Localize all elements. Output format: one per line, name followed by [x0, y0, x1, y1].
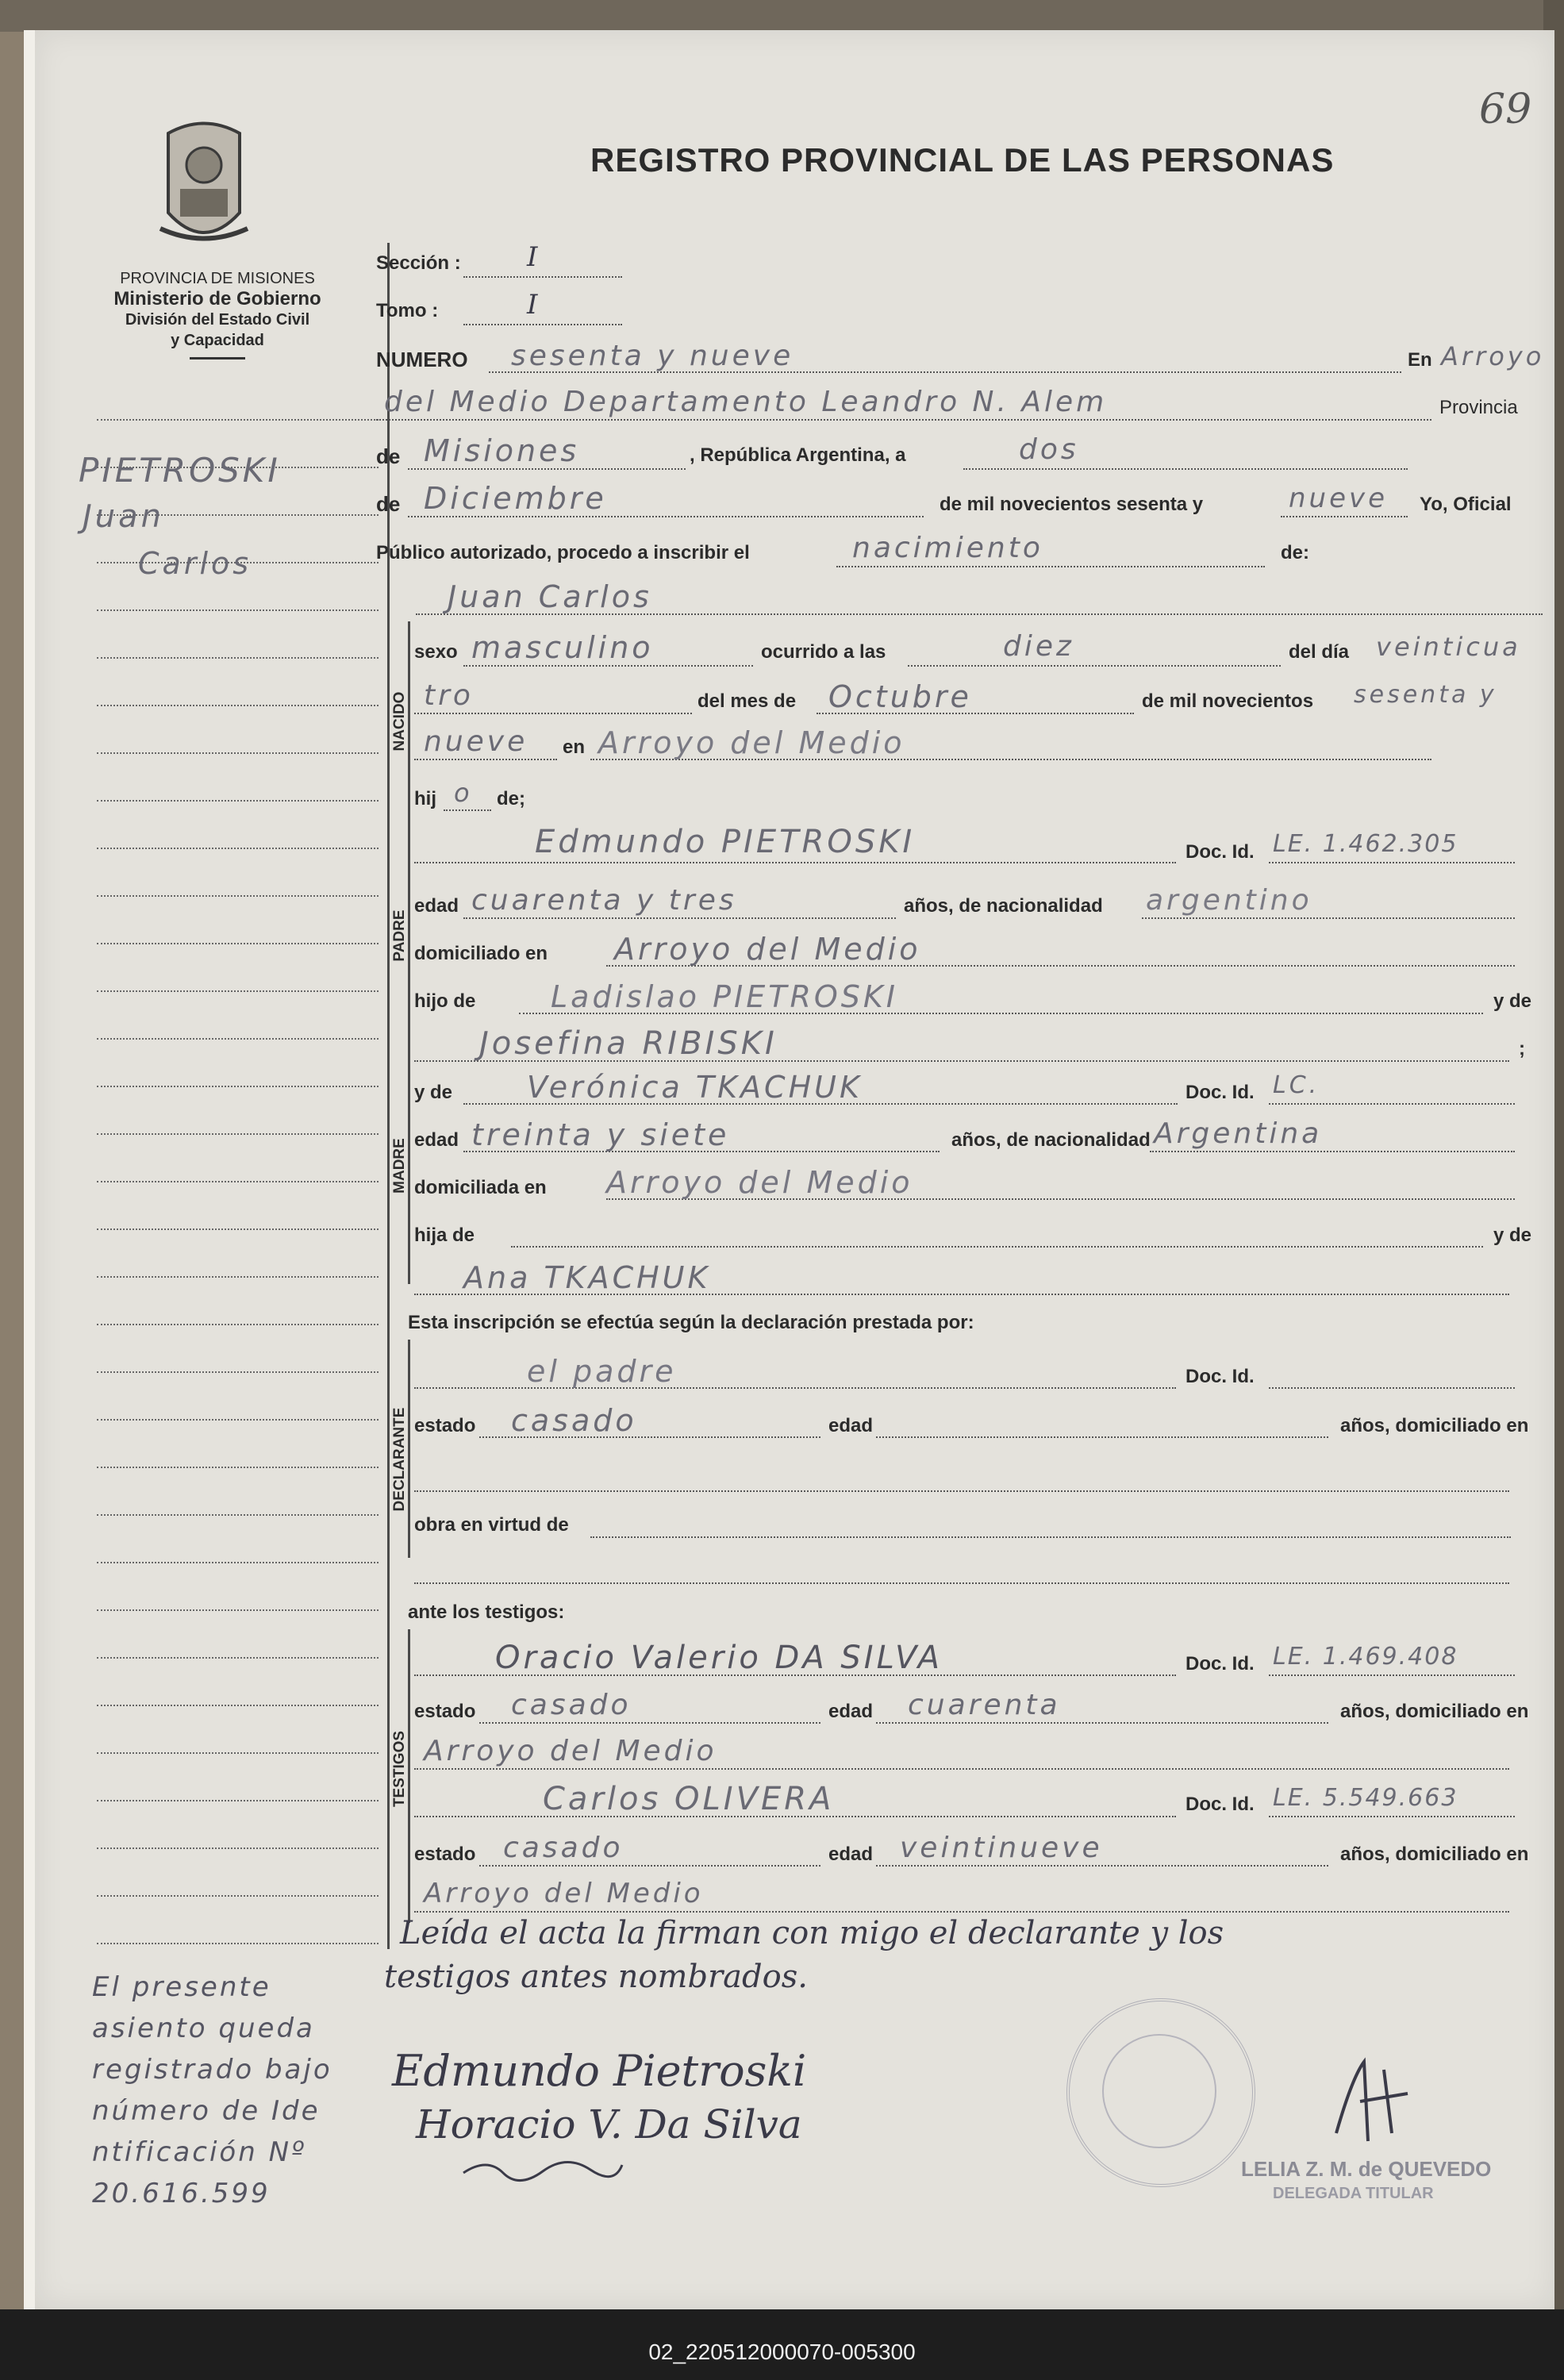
file-id: 02_220512000070-005300 [648, 2340, 916, 2364]
madre-y-de2-label: y de [1493, 1225, 1532, 1246]
margin-rule [97, 1609, 379, 1611]
decl-edad-line [876, 1436, 1328, 1438]
top-edge [0, 0, 1564, 32]
madre-dom-value: Arroyo del Medio [606, 1165, 913, 1200]
seccion-line [463, 276, 622, 278]
acto-value: nacimiento [852, 532, 1043, 564]
margin-rule [97, 1276, 379, 1278]
issuer-line4: y Capacidad [171, 332, 264, 349]
leida-line2: testigos antes nombrados. [384, 1959, 808, 1995]
padre-hijo-label: hijo de [414, 990, 476, 1012]
margin-rule [97, 705, 379, 706]
publico-label: Público autorizado, procedo a inscribir el [376, 542, 750, 563]
test2-doc-line [1269, 1816, 1515, 1817]
hora-line [908, 665, 1281, 667]
anio-value: nueve [1289, 483, 1389, 514]
padre-label: PADRE [391, 909, 408, 962]
de-label: de [376, 492, 401, 516]
de-semi-label: de; [497, 788, 525, 809]
numero-value: sesenta y nueve [511, 340, 794, 372]
margin-rule [97, 1514, 379, 1516]
sexo-label: sexo [414, 641, 458, 663]
inscripcion-label: Esta inscripción se efectúa según la declaración prestada por: [408, 1312, 974, 1333]
obra-label: obra en virtud de [414, 1514, 569, 1536]
obra-line [590, 1536, 1511, 1538]
padre-y-de-label: y de [1493, 990, 1532, 1012]
test2-anos-label: años, domiciliado en [1340, 1844, 1529, 1865]
sexo-line [463, 665, 753, 667]
test2-doc-label: Doc. Id. [1185, 1794, 1255, 1815]
tomo-value: I [527, 289, 538, 321]
obra-line2 [414, 1582, 1509, 1584]
test1-edad-label: edad [828, 1701, 874, 1722]
signature-witness: Horacio V. Da Silva [416, 2101, 802, 2147]
semicolon: ; [1519, 1038, 1525, 1059]
seccion-label: Sección : [376, 252, 461, 274]
test2-estado-label: estado [414, 1844, 476, 1865]
nombre-value: Juan Carlos [448, 579, 652, 614]
test1-edad-value: cuarenta [908, 1689, 1061, 1721]
margin-rule [97, 1562, 379, 1563]
padre-dom-label: domiciliado en [414, 943, 548, 964]
test1-doc-line [1269, 1674, 1515, 1676]
margin-surname: PIETROSKI [79, 451, 281, 490]
stamp-title: DELEGADA TITULAR [1273, 2185, 1434, 2202]
margin-rule [97, 848, 379, 849]
stamp-name: LELIA Z. M. de QUEVEDO [1241, 2157, 1492, 2181]
republica-label: , República Argentina, a [690, 444, 906, 466]
lugar-value: del Medio Departamento Leandro N. Alem [384, 386, 1108, 418]
padre-doc-value: LE. 1.462.305 [1273, 830, 1458, 858]
decl-estado-label: estado [414, 1415, 476, 1436]
margin-rule [97, 1371, 379, 1373]
margin-rule [97, 1086, 379, 1087]
declarante-value: el padre [527, 1354, 677, 1389]
madre-anos-label: años, de nacionalidad [951, 1129, 1151, 1151]
margin-rule [97, 419, 379, 421]
padre-edad-label: edad [414, 895, 459, 917]
anio-line [1281, 516, 1408, 517]
test2-edad-label: edad [828, 1844, 874, 1865]
margin-rule [97, 1847, 379, 1849]
margin-note [92, 1967, 332, 2214]
margin-rule [97, 990, 379, 992]
declarante-doc-line [1269, 1387, 1515, 1389]
mes-value: Diciembre [424, 481, 607, 516]
padre-nac-line [1142, 917, 1515, 919]
margin-rule [97, 752, 379, 754]
issuer-block [83, 268, 352, 359]
decl-dom-line [414, 1490, 1509, 1492]
padre-edad-value: cuarenta y tres [471, 884, 737, 917]
madre-doc-value: LC. [1273, 1071, 1320, 1099]
mes-nac-value: Octubre [828, 679, 972, 714]
declarante-doc-label: Doc. Id. [1185, 1366, 1255, 1387]
test2-value: Carlos OLIVERA [543, 1781, 835, 1817]
padre-nombre-value: Edmundo PIETROSKI [535, 824, 916, 860]
margin-rule [97, 1181, 379, 1182]
margin-note-line: El presente [92, 1971, 271, 2003]
decl-estado-value: casado [511, 1403, 637, 1438]
madre-label: MADRE [391, 1138, 408, 1194]
margin-rule [97, 1657, 379, 1659]
provincia-label: Provincia [1439, 397, 1518, 418]
signature-father: Edmundo Pietroski [392, 2046, 807, 2096]
ante-label: ante los testigos: [408, 1601, 565, 1623]
margin-note-line: 20.616.599 [92, 2178, 271, 2209]
hij-label: hij [414, 788, 436, 809]
coat-of-arms-icon [152, 117, 256, 252]
en-value: Arroyo [1441, 341, 1545, 371]
madre-hija-label: hija de [414, 1225, 475, 1246]
margin-rule [97, 657, 379, 659]
hora-value: diez [1003, 630, 1074, 663]
padre-nac-value: argentino [1146, 884, 1312, 917]
document-page [24, 30, 1554, 2309]
padre-hijo-value: Ladislao PIETROSKI [551, 979, 899, 1014]
dia-nac-value: veinticua [1376, 632, 1521, 662]
test2-edad-line [876, 1865, 1328, 1867]
test1-estado-value: casado [511, 1689, 632, 1721]
page-number: 69 [1479, 86, 1532, 133]
margin-given2: Carlos [138, 546, 252, 581]
margin-note-line: registrado bajo [92, 2054, 332, 2086]
margin-rule [97, 1752, 379, 1754]
madre-madre-value: Ana TKACHUK [463, 1260, 711, 1295]
test1-anos-label: años, domiciliado en [1340, 1701, 1529, 1722]
test1-doc-value: LE. 1.469.408 [1273, 1643, 1458, 1671]
margin-note-line: número de Ide [92, 2095, 321, 2127]
test1-dom-line [414, 1768, 1509, 1770]
testigos-label: TESTIGOS [391, 1730, 408, 1808]
margin-rule [97, 1133, 379, 1135]
margin-rule [97, 1705, 379, 1706]
issuer-line2: Ministerio de Gobierno [113, 288, 321, 310]
margin-rule [97, 1895, 379, 1897]
anio-nac2-line [414, 759, 557, 760]
tomo-line [463, 324, 622, 325]
dia-value: dos [1019, 433, 1079, 466]
margin-rule [97, 1943, 379, 1944]
padre-nombre-line [414, 862, 1176, 863]
en-label: En [1408, 349, 1432, 371]
official-seal-inner-icon [1102, 2034, 1216, 2148]
dia-line [963, 468, 1408, 470]
madre-edad-value: treinta y siete [471, 1117, 730, 1152]
madre-nac-value: Argentina [1154, 1117, 1323, 1150]
padre-madre-value: Josefina RIBISKI [479, 1025, 778, 1062]
padre-anos-label: años, de nacionalidad [904, 895, 1103, 917]
issuer-line1: PROVINCIA DE MISIONES [120, 270, 315, 287]
hij-value: o [454, 778, 473, 808]
issuer-divider [190, 357, 245, 359]
test2-edad-value: veintinueve [900, 1832, 1103, 1864]
test1-estado-label: estado [414, 1701, 476, 1722]
margin-rule [97, 1800, 379, 1801]
margin-rule [97, 895, 379, 897]
test2-estado-line [479, 1865, 820, 1867]
ocurrido-label: ocurrido a las [761, 641, 886, 663]
yo-oficial-label: Yo, Oficial [1420, 494, 1512, 515]
mes-line [408, 516, 924, 517]
madre-y-de-label: y de [414, 1082, 453, 1103]
provincia-value: Misiones [424, 433, 580, 468]
test2-dom-value: Arroyo del Medio [424, 1878, 704, 1909]
test1-doc-label: Doc. Id. [1185, 1653, 1255, 1674]
test2-estado-value: casado [503, 1832, 624, 1864]
numero-label: NUMERO [376, 348, 468, 371]
padre-dom-value: Arroyo del Medio [614, 932, 921, 967]
decl-edad-label: edad [828, 1415, 874, 1436]
anio-nac-value: sesenta y [1354, 681, 1497, 709]
margin-rule [97, 1467, 379, 1468]
madre-nombre-value: Verónica TKACHUK [527, 1070, 863, 1105]
lugar-nac-value: Arroyo del Medio [598, 725, 905, 760]
margin-rule [97, 1419, 379, 1421]
hij-line [444, 809, 491, 811]
de-colon-label: de: [1281, 542, 1309, 563]
leida-line1: Leída el acta la firman con migo el declarante y los [400, 1915, 1224, 1951]
madre-nac-line [1150, 1151, 1515, 1152]
test1-dom-value: Arroyo del Medio [424, 1735, 717, 1767]
lugar-line [376, 419, 1431, 421]
de-label: de [376, 444, 401, 468]
test1-estado-line [479, 1722, 820, 1724]
decl-anos-label: años, domiciliado en [1340, 1415, 1529, 1436]
dia-nac2-value: tro [424, 679, 474, 712]
provincia-line [408, 468, 686, 470]
margin-rule [97, 609, 379, 611]
mil-novecientos-label: de mil novecientos [1142, 690, 1314, 712]
declarante-label: DECLARANTE [391, 1407, 408, 1512]
page-title: REGISTRO PROVINCIAL DE LAS PERSONAS [590, 141, 1335, 179]
dia-nac-line [414, 713, 692, 714]
margin-rule [97, 1324, 379, 1325]
madre-doc-line [1269, 1103, 1515, 1105]
en-nac-label: en [563, 736, 586, 758]
margin-note-line: asiento queda [92, 2013, 315, 2044]
test1-edad-line [876, 1722, 1328, 1724]
madre-edad-label: edad [414, 1129, 459, 1151]
margin-rule [97, 1228, 379, 1230]
madre-doc-label: Doc. Id. [1185, 1082, 1255, 1103]
madre-hija-line [511, 1246, 1483, 1248]
padre-edad-line [463, 917, 896, 919]
tomo-label: Tomo : [376, 300, 439, 321]
test1-value: Oracio Valerio DA SILVA [495, 1640, 943, 1676]
sesenta-label: de mil novecientos sesenta y [940, 494, 1204, 515]
padre-doc-line [1269, 862, 1515, 863]
margin-rule [97, 943, 379, 944]
test2-doc-value: LE. 5.549.663 [1273, 1784, 1458, 1812]
padre-doc-label: Doc. Id. [1185, 841, 1255, 863]
signature-scribble-icon [455, 2149, 630, 2189]
sexo-value: masculino [471, 630, 654, 665]
margin-note-line: ntificación Nº [92, 2136, 307, 2168]
del-dia-label: del día [1289, 641, 1350, 663]
del-mes-label: del mes de [697, 690, 797, 712]
madre-dom-label: domiciliada en [414, 1177, 547, 1198]
margin-rule [97, 1038, 379, 1040]
official-signature-icon [1320, 2046, 1431, 2157]
anio-nac2-value: nueve [424, 725, 528, 758]
test2-dom-line [414, 1911, 1509, 1913]
seccion-value: I [527, 241, 538, 273]
margin-rule [97, 800, 379, 802]
issuer-line3: División del Estado Civil [125, 311, 310, 329]
acto-line [836, 566, 1265, 567]
nacido-label: NACIDO [391, 691, 408, 752]
margin-given1: Juan [83, 498, 165, 535]
